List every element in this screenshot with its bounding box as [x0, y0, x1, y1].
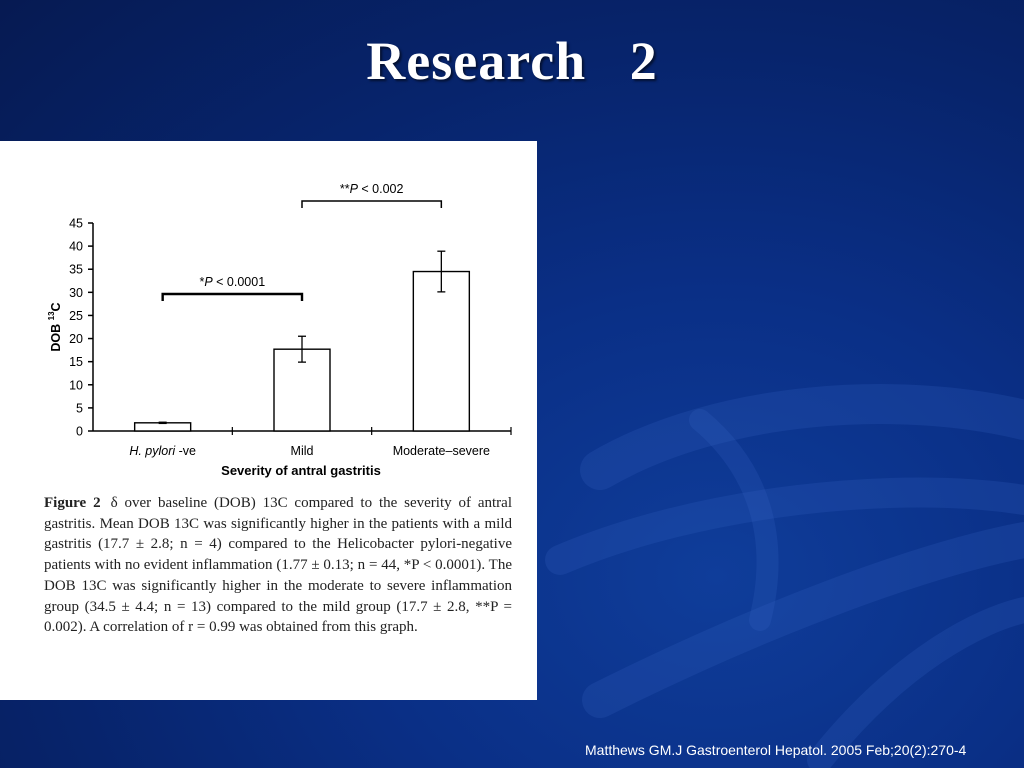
- figure-caption: [44, 493, 512, 638]
- y-axis-label-unit: C: [49, 302, 63, 312]
- y-tick-label-10: 10: [69, 378, 83, 393]
- y-tick-label-0: 0: [76, 424, 83, 439]
- y-axis-ticks: [69, 217, 93, 439]
- x-tick-label-1: Mild: [290, 444, 314, 458]
- x-tick-label-rest-part: -ve: [175, 444, 197, 458]
- caption-text: δ over baseline (DOB) 13C compared to the severity of antral gastritis. Mean DOB 13C was significantly higher in the patients with a mild gastritis (17.7 ± 2.8; n = 4) compared to the Helicobacter pylori-negative patients with no evident inflammation (1.77 ± 0.13; n = 44, *P < 0.0001). The DOB 13C was significantly higher in the moderate to severe inflammation group (34.5 ± 4.4; n = 13) compared to the mild group (17.7 ± 2.8, **P = 0.002). A correlation of r = 0.99 was obtained from this graph.: [44, 495, 512, 636]
- y-tick-label-45: 45: [69, 216, 83, 231]
- y-axis-label-superscript: 13: [47, 311, 56, 321]
- bracket-label-p: P: [349, 182, 358, 196]
- y-tick-label-20: 20: [69, 332, 83, 347]
- y-tick-label-5: 5: [76, 401, 83, 416]
- caption-label: Figure 2: [44, 495, 101, 511]
- bar-2: [413, 272, 469, 431]
- svg-text:DOB 13C: [47, 302, 63, 351]
- bracket-label-1: [340, 182, 404, 196]
- x-tick-label-2: Moderate–severe: [392, 444, 490, 458]
- x-axis-label: Severity of antral gastritis: [221, 463, 381, 478]
- bracket-label-stars: **: [339, 182, 350, 196]
- bracket-0: [163, 294, 302, 301]
- bracket-label-value: < 0.0001: [212, 275, 266, 289]
- y-tick-label-40: 40: [69, 239, 83, 254]
- y-axis-label: [47, 302, 63, 351]
- y-tick-label-25: 25: [69, 308, 83, 323]
- citation: Matthews GM.J Gastroenterol Hepatol. 2005 Feb;20(2):270-4: [585, 742, 967, 758]
- x-tick-label-italic-part: H. pylori: [129, 444, 176, 458]
- y-tick-label-35: 35: [69, 262, 83, 277]
- bracket-label-p: P: [204, 275, 213, 289]
- bracket-label-stars: *: [199, 275, 205, 289]
- y-tick-label-15: 15: [69, 355, 83, 370]
- x-tick-labels: [129, 444, 490, 458]
- significance-brackets: [163, 182, 442, 301]
- bracket-1: [302, 201, 441, 208]
- bar-chart: [0, 141, 537, 486]
- y-axis-label-text: DOB: [49, 320, 63, 352]
- x-tick-label-0: [129, 444, 196, 458]
- slide-title: Research 2: [366, 31, 658, 91]
- bracket-label-value: < 0.002: [357, 182, 404, 196]
- y-tick-label-30: 30: [69, 285, 83, 300]
- bracket-label-0: [199, 275, 265, 289]
- figure-panel: [0, 141, 537, 700]
